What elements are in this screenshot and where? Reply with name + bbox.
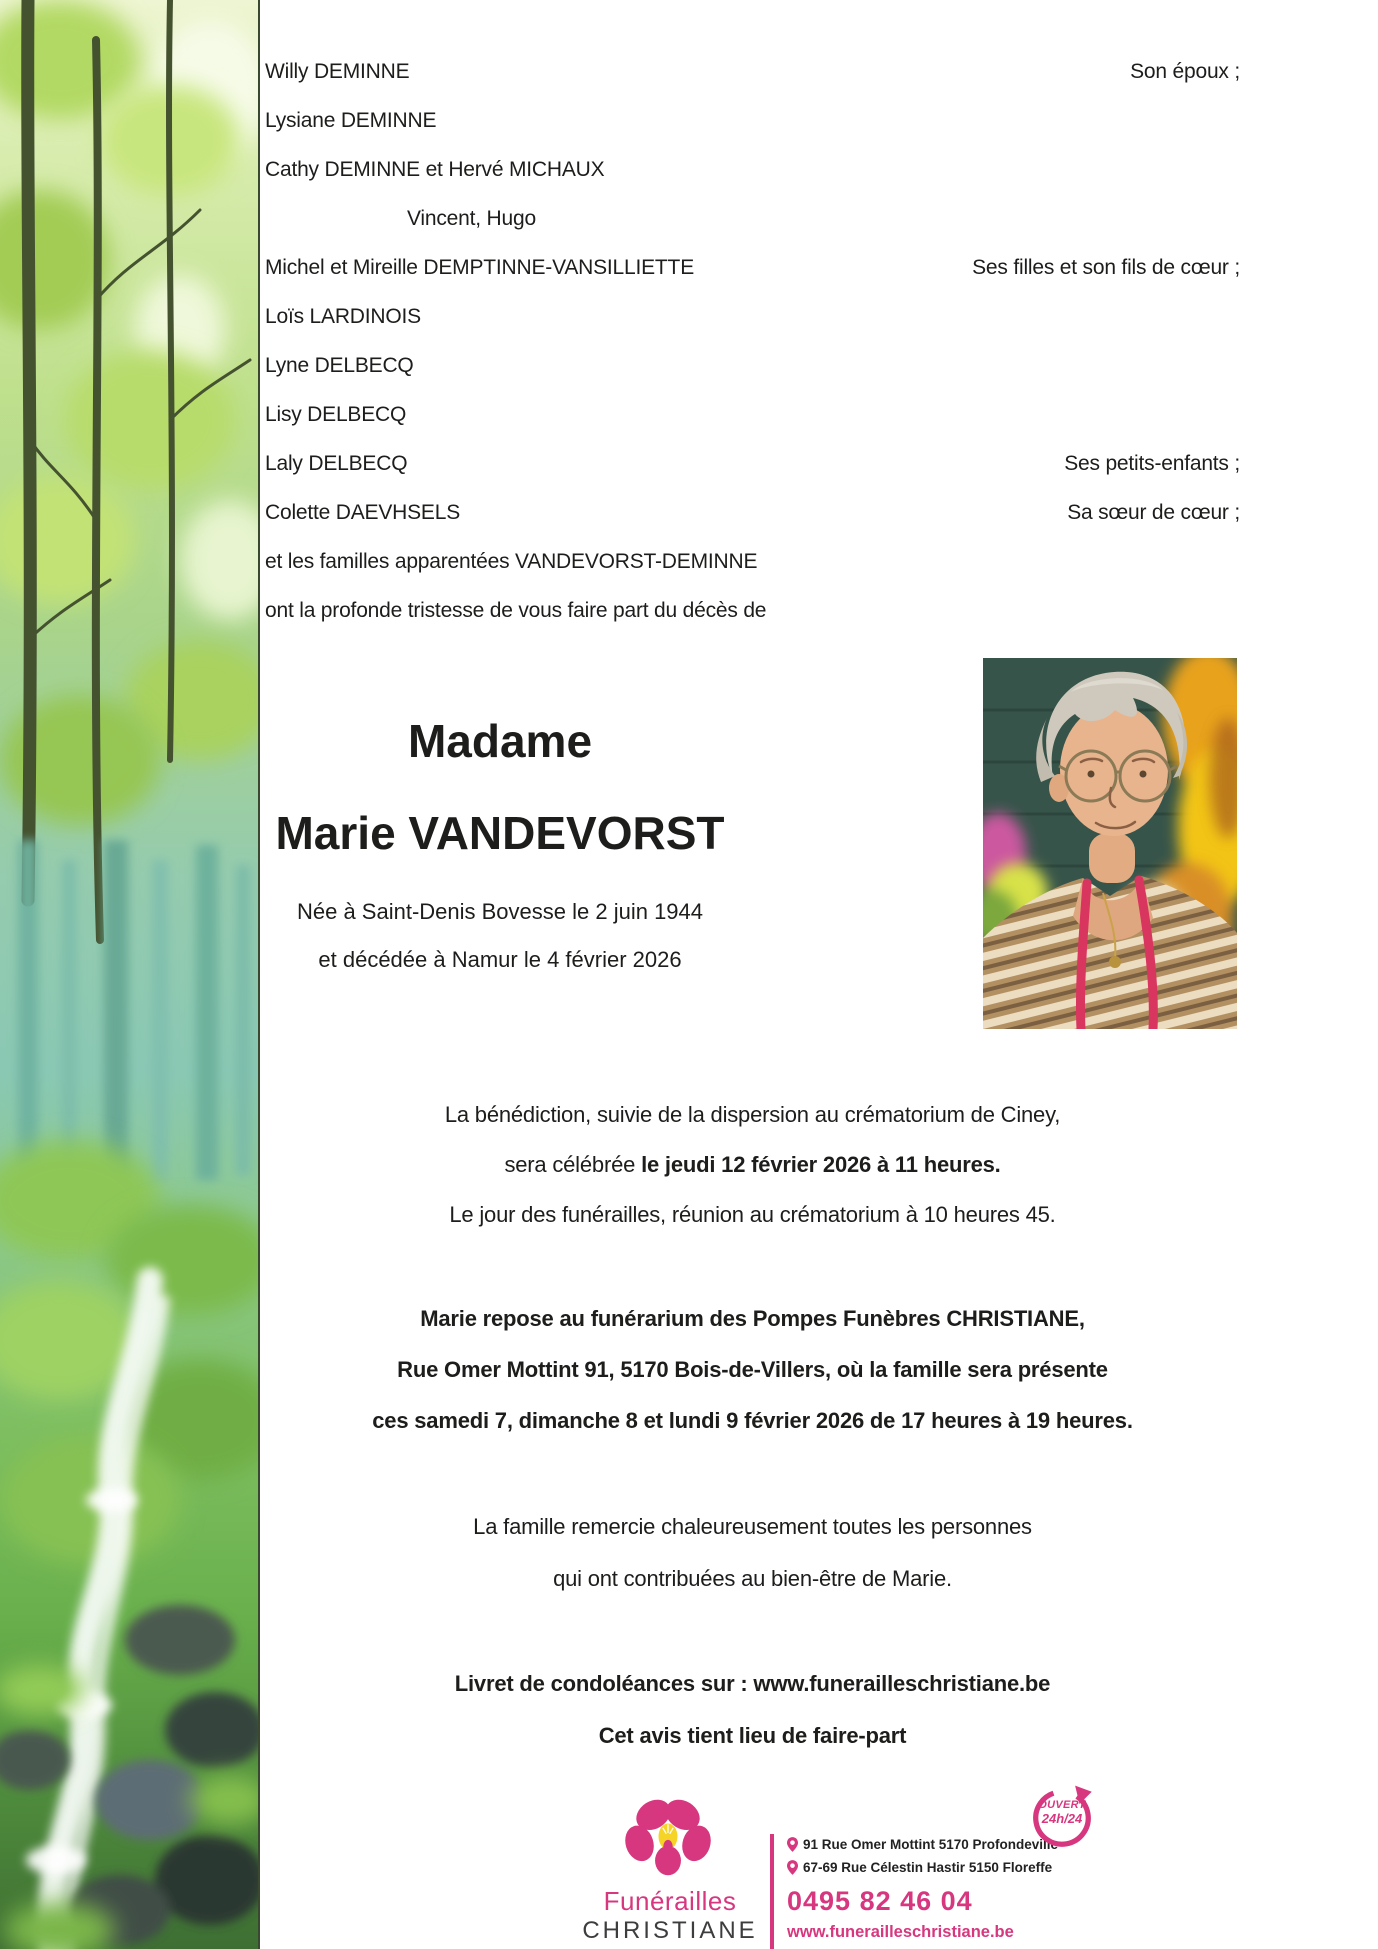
family-member-name: et les familles apparentées VANDEVORST-DEMINNE (265, 550, 758, 573)
open-24h-badge (1027, 1783, 1097, 1853)
ceremony-line-1: La bénédiction, suivie de la dispersion au crématorium de Ciney, (444, 1102, 1061, 1127)
family-line (265, 109, 1240, 137)
open-24h-text (1027, 1800, 1097, 1825)
address-text-1: 91 Rue Omer Mottint 5170 Profondeville (803, 1836, 1059, 1852)
portrait-photo (983, 658, 1237, 1029)
map-pin-icon (787, 1860, 798, 1875)
family-line (265, 60, 1240, 88)
repose-line-3: ces samedi 7, dimanche 8 et lundi 9 février 2026 de 17 heures à 19 heures. (372, 1408, 1133, 1433)
family-line (265, 158, 1240, 186)
thanks-line-2: qui ont contribuées au bien-être de Marie. (553, 1566, 952, 1591)
family-member-name: Willy DEMINNE (265, 60, 410, 83)
ceremony-line-2-date: le jeudi 12 février 2026 à 11 heures. (641, 1152, 1001, 1177)
relation-label: Ses petits-enfants ; (1064, 452, 1240, 475)
family-member-name: Loïs LARDINOIS (265, 305, 421, 328)
family-member-name: Colette DAEVHSELS (265, 501, 461, 524)
death-line: et décédée à Namur le 4 février 2026 (318, 947, 682, 972)
relation-label: Ses filles et son fils de cœur ; (972, 256, 1240, 279)
website-url: www.funerailleschristiane.be (787, 1923, 1014, 1941)
forest-waterfall-artwork (0, 0, 260, 1949)
family-line (265, 256, 1240, 284)
family-member-name: Michel et Mireille DEMPTINNE-VANSILLIETTE (265, 256, 694, 279)
deceased-name: Marie VANDEVORST (275, 807, 725, 859)
address-line-2 (787, 1858, 1052, 1876)
open-label: OUVERT (1038, 1799, 1086, 1811)
relation-label: Son époux ; (1130, 60, 1240, 83)
family-line (265, 599, 1240, 627)
phone-number: 0495 82 46 04 (787, 1886, 973, 1916)
relation-label: Sa sœur de cœur ; (1067, 501, 1240, 524)
thanks-line-1: La famille remercie chaleureusement toutes les personnes (473, 1514, 1032, 1539)
ceremony-line-2-prefix: sera célébrée (504, 1152, 642, 1177)
map-pin-icon (787, 1837, 798, 1852)
ceremony-line-3: Le jour des funérailles, réunion au crématorium à 10 heures 45. (449, 1202, 1056, 1227)
hours-label: 24h/24 (1041, 1810, 1083, 1826)
family-line (265, 305, 1240, 333)
family-member-name: Laly DELBECQ (265, 452, 408, 475)
brand-name-line1: Funérailles (603, 1886, 737, 1916)
repose-line-1: Marie repose au funérarium des Pompes Funèbres CHRISTIANE, (420, 1306, 1085, 1331)
family-member-name: ont la profonde tristesse de vous faire part du décès de (265, 599, 767, 622)
forest-artwork-svg (0, 0, 258, 1949)
family-member-name: Lisy DELBECQ (265, 403, 407, 426)
family-member-name: Cathy DEMINNE et Hervé MICHAUX (265, 158, 605, 181)
family-member-name: Lyne DELBECQ (265, 354, 414, 377)
civility-title: Madame (407, 715, 593, 767)
address-text-2: 67-69 Rue Célestin Hastir 5150 Floreffe (803, 1859, 1053, 1875)
birth-line: Née à Saint-Denis Bovesse le 2 juin 1944 (296, 899, 704, 924)
family-line (265, 452, 1240, 480)
footer-divider (770, 1834, 774, 1949)
ceremony-line-2 (265, 1152, 1240, 1178)
address-line-1 (787, 1835, 1058, 1853)
family-line (265, 403, 1240, 431)
family-line (265, 354, 1240, 382)
family-line (265, 550, 1240, 578)
family-member-name: Lysiane DEMINNE (265, 109, 437, 132)
orchid-logo-icon (622, 1795, 714, 1877)
family-line (265, 207, 1240, 235)
condolences-notice: Livret de condoléances sur : www.funerailleschristiane.be (454, 1671, 1051, 1696)
portrait-photo-svg (983, 658, 1237, 1029)
family-member-name: Vincent, Hugo (407, 207, 536, 230)
family-line (265, 501, 1240, 529)
faire-part-notice: Cet avis tient lieu de faire-part (598, 1723, 907, 1748)
repose-line-2: Rue Omer Mottint 91, 5170 Bois-de-Villers, où la famille sera présente (397, 1357, 1108, 1382)
brand-name-line2: CHRISTIANE (582, 1917, 758, 1944)
